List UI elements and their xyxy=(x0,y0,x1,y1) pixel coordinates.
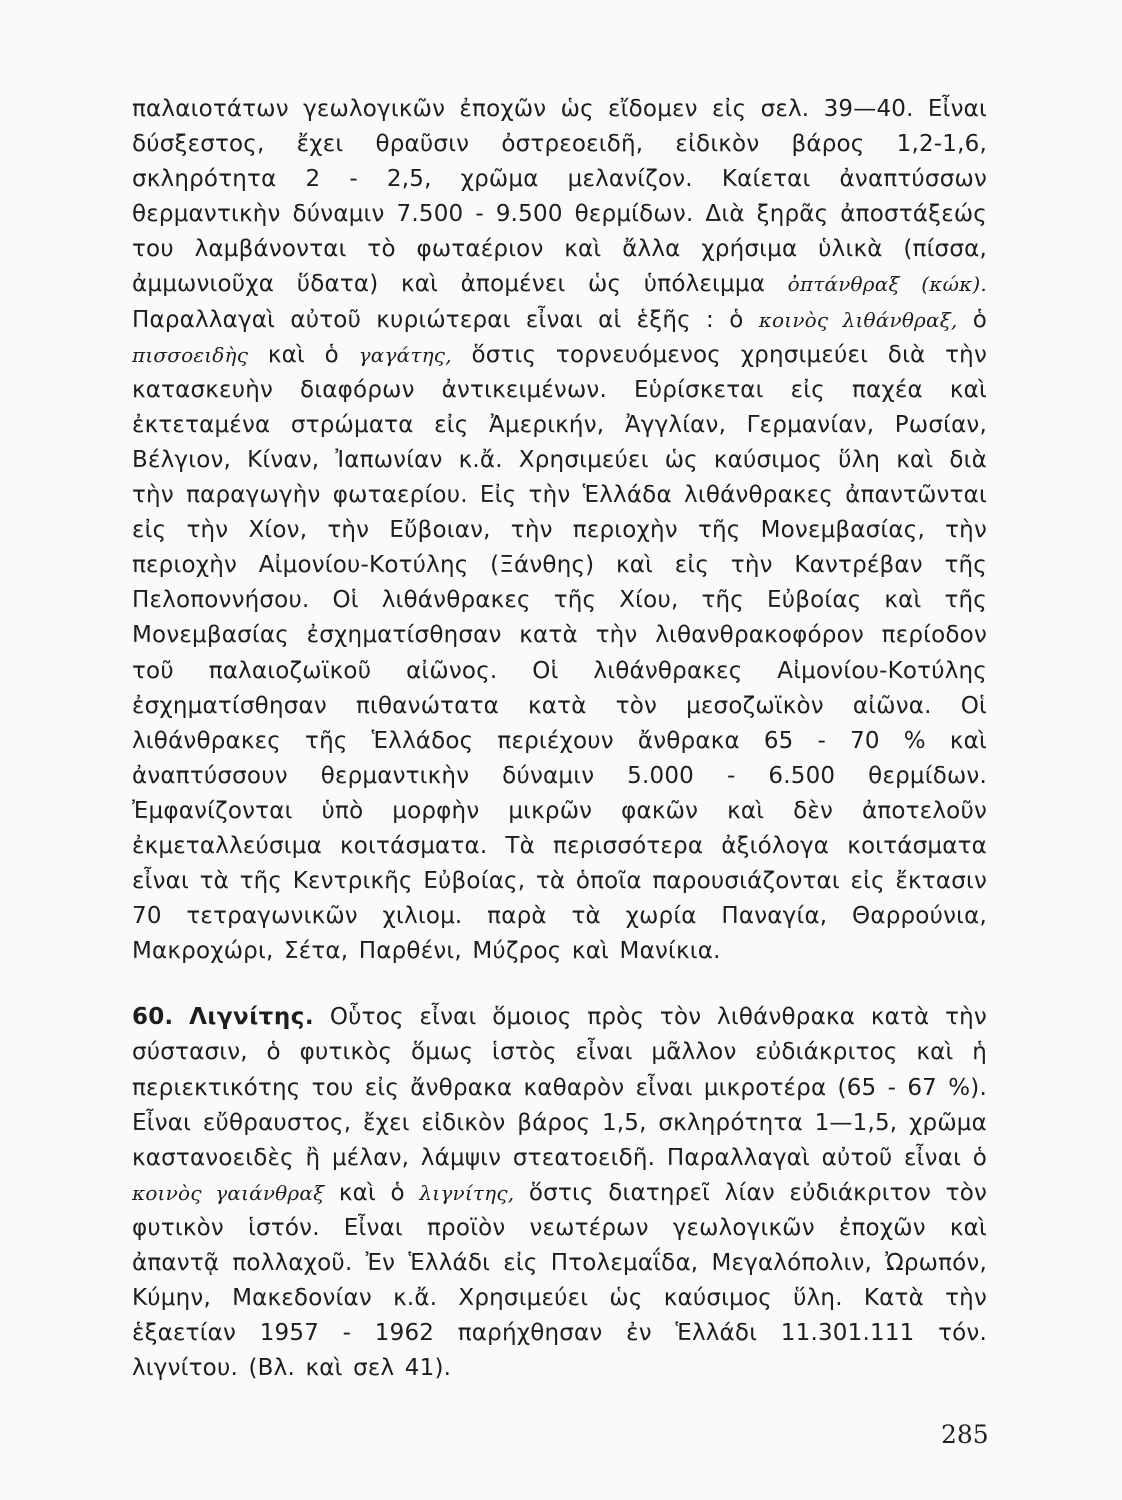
section-number: 60. xyxy=(132,1004,174,1031)
text-run: ὁ xyxy=(972,306,988,333)
text-run: ὅστις διατηρεῖ λίαν εὐδιάκριτον τὸν φυτικὸν ἱστόν. Εἶναι προϊὸν νεωτέρων γεωλογικῶν ἐποχῶν καὶ ἀπαντᾷ πολλαχοῦ. Ἐν Ἑλλάδι εἰς Πτολεμαΐδα, Μεγαλόπολιν, Ὠρωπόν, Κύμην, Μακεδονίαν κ.ἄ. Χρησιμεύει ὡς καύσιμος ὕλη. Κατὰ τὴν ἑξαετίαν 1957 - 1962 παρήχθησαν ἐν Ἑλλάδι 11.301.111 τόν. λιγνίτου. (Βλ. καὶ σελ 41). xyxy=(132,1179,988,1382)
section-title: Λιγνίτης. xyxy=(189,1004,315,1031)
paragraph-lignite xyxy=(132,1000,987,1386)
italic-term-jet: γαγάτης, xyxy=(358,342,452,367)
paragraph-coal xyxy=(132,92,987,969)
text-run: καὶ ὁ xyxy=(267,341,339,368)
page-number: 285 xyxy=(941,1420,989,1449)
body-text xyxy=(132,92,987,1386)
italic-term-pitch-coal: πισσοειδὴς xyxy=(132,342,249,367)
italic-term-brown-coal: κοινὸς γαιάνθραξ xyxy=(132,1180,325,1205)
text-run: Οὗτος εἶναι ὅμοιος πρὸς τὸν λιθάνθρακα κατὰ τὴν σύστασιν, ὁ φυτικὸς ὅμως ἱστὸς εἶναι μᾶλλον εὐδιάκριτος καὶ ἡ περιεκτικότης του εἰς ἄνθρακα καθαρὸν εἶναι μικροτέρα (65 - 67 %). Εἶναι εὔθραυστος, ἔχει εἰδικὸν βάρος 1,5, σκληρότητα 1—1,5, χρῶμα καστανοειδὲς ἢ μέλαν, λάμψιν στεατοειδῆ. Παραλλαγαὶ αὐτοῦ εἶναι ὁ xyxy=(132,1004,987,1171)
text-run: παλαιοτάτων γεωλογικῶν ἐποχῶν ὡς εἴδομεν εἰς σελ. 39—40. Εἶναι δύσξεστος, ἔχει θραῦσιν ὀστρεοειδῆ, εἰδικὸν βάρος 1,2-1,6, σκληρότητα 2 - 2,5, χρῶμα μελανίζον. Καίεται ἀναπτύσσων θερμαντικὴν δύναμιν 7.500 - 9.500 θερμίδων. Διὰ ξηρᾶς ἀποστάξεώς του λαμβάνονται τὸ φωταέριον καὶ ἄλλα χρήσιμα ὑλικὰ (πίσσα, ἀμμωνιοῦχα ὕδατα) καὶ ἀπομένει ὡς ὑπόλειμμα xyxy=(132,96,987,298)
text-run: καὶ ὁ xyxy=(338,1179,405,1206)
italic-term-coke: ὀπτάνθραξ (κώκ). xyxy=(787,272,987,297)
text-run: ὅστις τορνευόμενος χρησιμεύει διὰ τὴν κατασκευὴν διαφόρων ἀντικειμένων. Εὑρίσκεται εἰς παχέα καὶ ἐκτεταμένα στρώματα εἰς Ἀμερικήν, Ἀγγλίαν, Γερμανίαν, Ρωσίαν, Βέλγιον, Κίναν, Ἰαπωνίαν κ.ἄ. Χρησιμεύει ὡς καύσιμος ὕλη καὶ διὰ τὴν παραγωγὴν φωταερίου. Εἰς τὴν Ἑλλάδα λιθάνθρακες ἀπαντῶνται εἰς τὴν Χίον, τὴν Εὔβοιαν, τὴν περιοχὴν τῆς Μονεμβασίας, τὴν περιοχὴν Αἰμονίου-Κοτύλης (Ξάνθης) καὶ εἰς τὴν Καντρέβαν τῆς Πελοποννήσου. Οἱ λιθάνθρακες τῆς Χίου, τῆς Εὐβοίας καὶ τῆς Μονεμβασίας ἐσχηματίσθησαν κατὰ τὴν λιθανθρακοφόρον περίοδον τοῦ παλαιοζωϊκοῦ αἰῶνος. Οἱ λιθάνθρακες Αἰμονίου-Κοτύλης ἐσχηματίσθησαν πιθανώτατα κατὰ τὸν μεσοζωϊκὸν αἰῶνα. Οἱ λιθάνθρακες τῆς Ἑλλάδος περιέχουν ἄνθρακα 65 - 70 % καὶ ἀναπτύσσουν θερμαντικὴν δύναμιν 5.000 - 6.500 θερμίδων. Ἐμφανίζονται ὑπὸ μορφὴν μικρῶν φακῶν καὶ δὲν ἀποτελοῦν ἐκμεταλλεύσιμα κοιτάσματα. Τὰ περισσότερα ἀξιόλογα κοιτάσματα εἶναι τὰ τῆς Κεντρικῆς Εὐβοίας, τὰ ὁποῖα παρουσιάζονται εἰς ἔκτασιν 70 τετραγωνικῶν χιλιομ. παρὰ τὰ χωρία Παναγία, Θαρρούνια, Μακροχώρι, Σέτα, Παρθένι, Μύζρος καὶ Μανίκια. xyxy=(132,341,987,965)
italic-term-common-coal: κοινὸς λιθάνθραξ, xyxy=(758,307,958,332)
text-run: Παραλλαγαὶ αὐτοῦ κυριώτεραι εἶναι αἱ ἑξῆς : ὁ xyxy=(132,306,744,333)
italic-term-lignite: λιγνίτης, xyxy=(419,1180,515,1205)
